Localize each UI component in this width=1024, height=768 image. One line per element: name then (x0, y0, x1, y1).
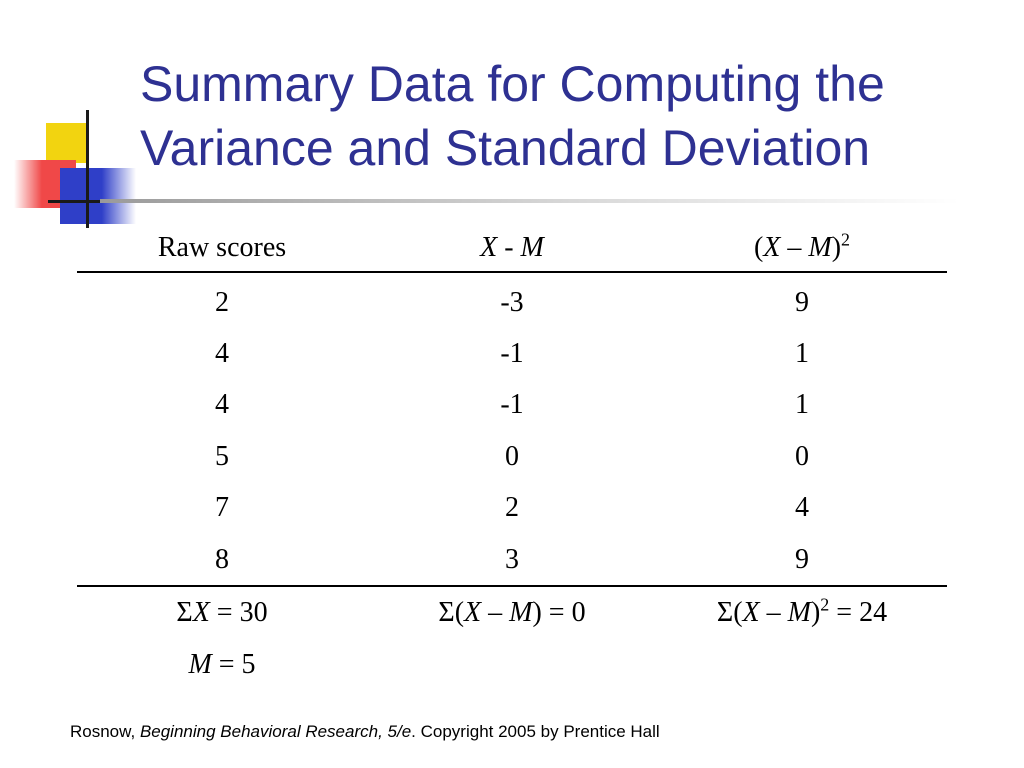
header-dev-sep: - (497, 231, 521, 263)
sum-sq-exp: 2 (820, 595, 830, 616)
table-header-row (77, 224, 947, 272)
table-row (77, 328, 947, 379)
mean-rest: = 5 (211, 649, 256, 681)
sum-sq-sep: – (759, 597, 788, 629)
cell-raw: 4 (215, 338, 229, 370)
slide-logo-decoration (0, 0, 140, 240)
cell-dev: 2 (505, 492, 519, 524)
header-raw-scores: Raw scores (77, 224, 367, 272)
mean-var: M (188, 649, 212, 681)
cell-raw: 7 (215, 492, 229, 524)
header-squared-deviation (657, 224, 947, 272)
cell-dev: -1 (500, 389, 524, 421)
sum-sq-x: X (742, 597, 760, 629)
sum-dev-rest: ) = 0 (532, 597, 586, 629)
sum-sq-open: Σ( (716, 597, 743, 629)
sum-x-sigma: Σ (176, 597, 193, 629)
sum-x-rest: = 30 (209, 597, 268, 629)
header-sq-close: ) (831, 231, 842, 263)
mean-row (77, 639, 947, 691)
vertical-line (86, 110, 89, 228)
cell-sq: 9 (795, 286, 809, 318)
cell-dev: 0 (505, 440, 519, 472)
cell-dev: 3 (367, 534, 657, 586)
cell-sq: 9 (657, 534, 947, 586)
cell-dev: -3 (500, 286, 524, 318)
cell-raw: 8 (77, 534, 367, 586)
cell-sq: 0 (795, 440, 809, 472)
yellow-square (46, 123, 86, 163)
cell-raw: 2 (215, 286, 229, 318)
footer-copyright: . Copyright 2005 by Prentice Hall (411, 722, 660, 741)
header-sq-x: X (763, 231, 781, 263)
table-row (77, 483, 947, 534)
sum-sq-m: M (787, 597, 811, 629)
header-dev-m: M (520, 231, 544, 263)
title-rule (100, 199, 960, 203)
table-row (77, 431, 947, 482)
footer-book-title: Beginning Behavioral Research, 5/e (139, 722, 412, 741)
cell-raw: 4 (215, 389, 229, 421)
table-row (77, 380, 947, 431)
cell-sq: 1 (795, 338, 809, 370)
cell-sq: 1 (795, 389, 809, 421)
header-sq-sep: – (780, 231, 809, 263)
header-sq-open: ( (753, 231, 764, 263)
title-line-2: Variance and Standard Deviation (140, 120, 871, 176)
sum-dev-x: X (464, 597, 482, 629)
empty-cell (657, 639, 947, 691)
header-deviation (367, 224, 657, 272)
header-sq-exp: 2 (841, 229, 851, 250)
sum-x-var: X (192, 597, 210, 629)
blue-square (60, 168, 136, 224)
cell-raw: 5 (215, 440, 229, 472)
table-row (77, 272, 947, 328)
copyright-footer (70, 722, 660, 742)
header-dev-x: X (480, 231, 498, 263)
title-line-1: Summary Data for Computing the (140, 56, 885, 112)
sum-deviation (367, 586, 657, 639)
sum-dev-open: Σ( (438, 597, 465, 629)
sum-sq-rest: = 24 (829, 597, 888, 629)
sum-dev-sep: – (481, 597, 510, 629)
sum-squares (657, 586, 947, 639)
table-row (77, 534, 947, 586)
empty-cell (367, 639, 657, 691)
sum-dev-m: M (509, 597, 533, 629)
mean-value (77, 639, 367, 691)
cell-sq: 4 (795, 492, 809, 524)
slide-title (140, 52, 1010, 180)
sum-x (77, 586, 367, 639)
summary-data-table (77, 224, 947, 691)
totals-row (77, 586, 947, 639)
cell-dev: -1 (500, 338, 524, 370)
sum-sq-close: ) (810, 597, 821, 629)
header-sq-m: M (808, 231, 832, 263)
footer-author: Rosnow, (70, 722, 140, 741)
